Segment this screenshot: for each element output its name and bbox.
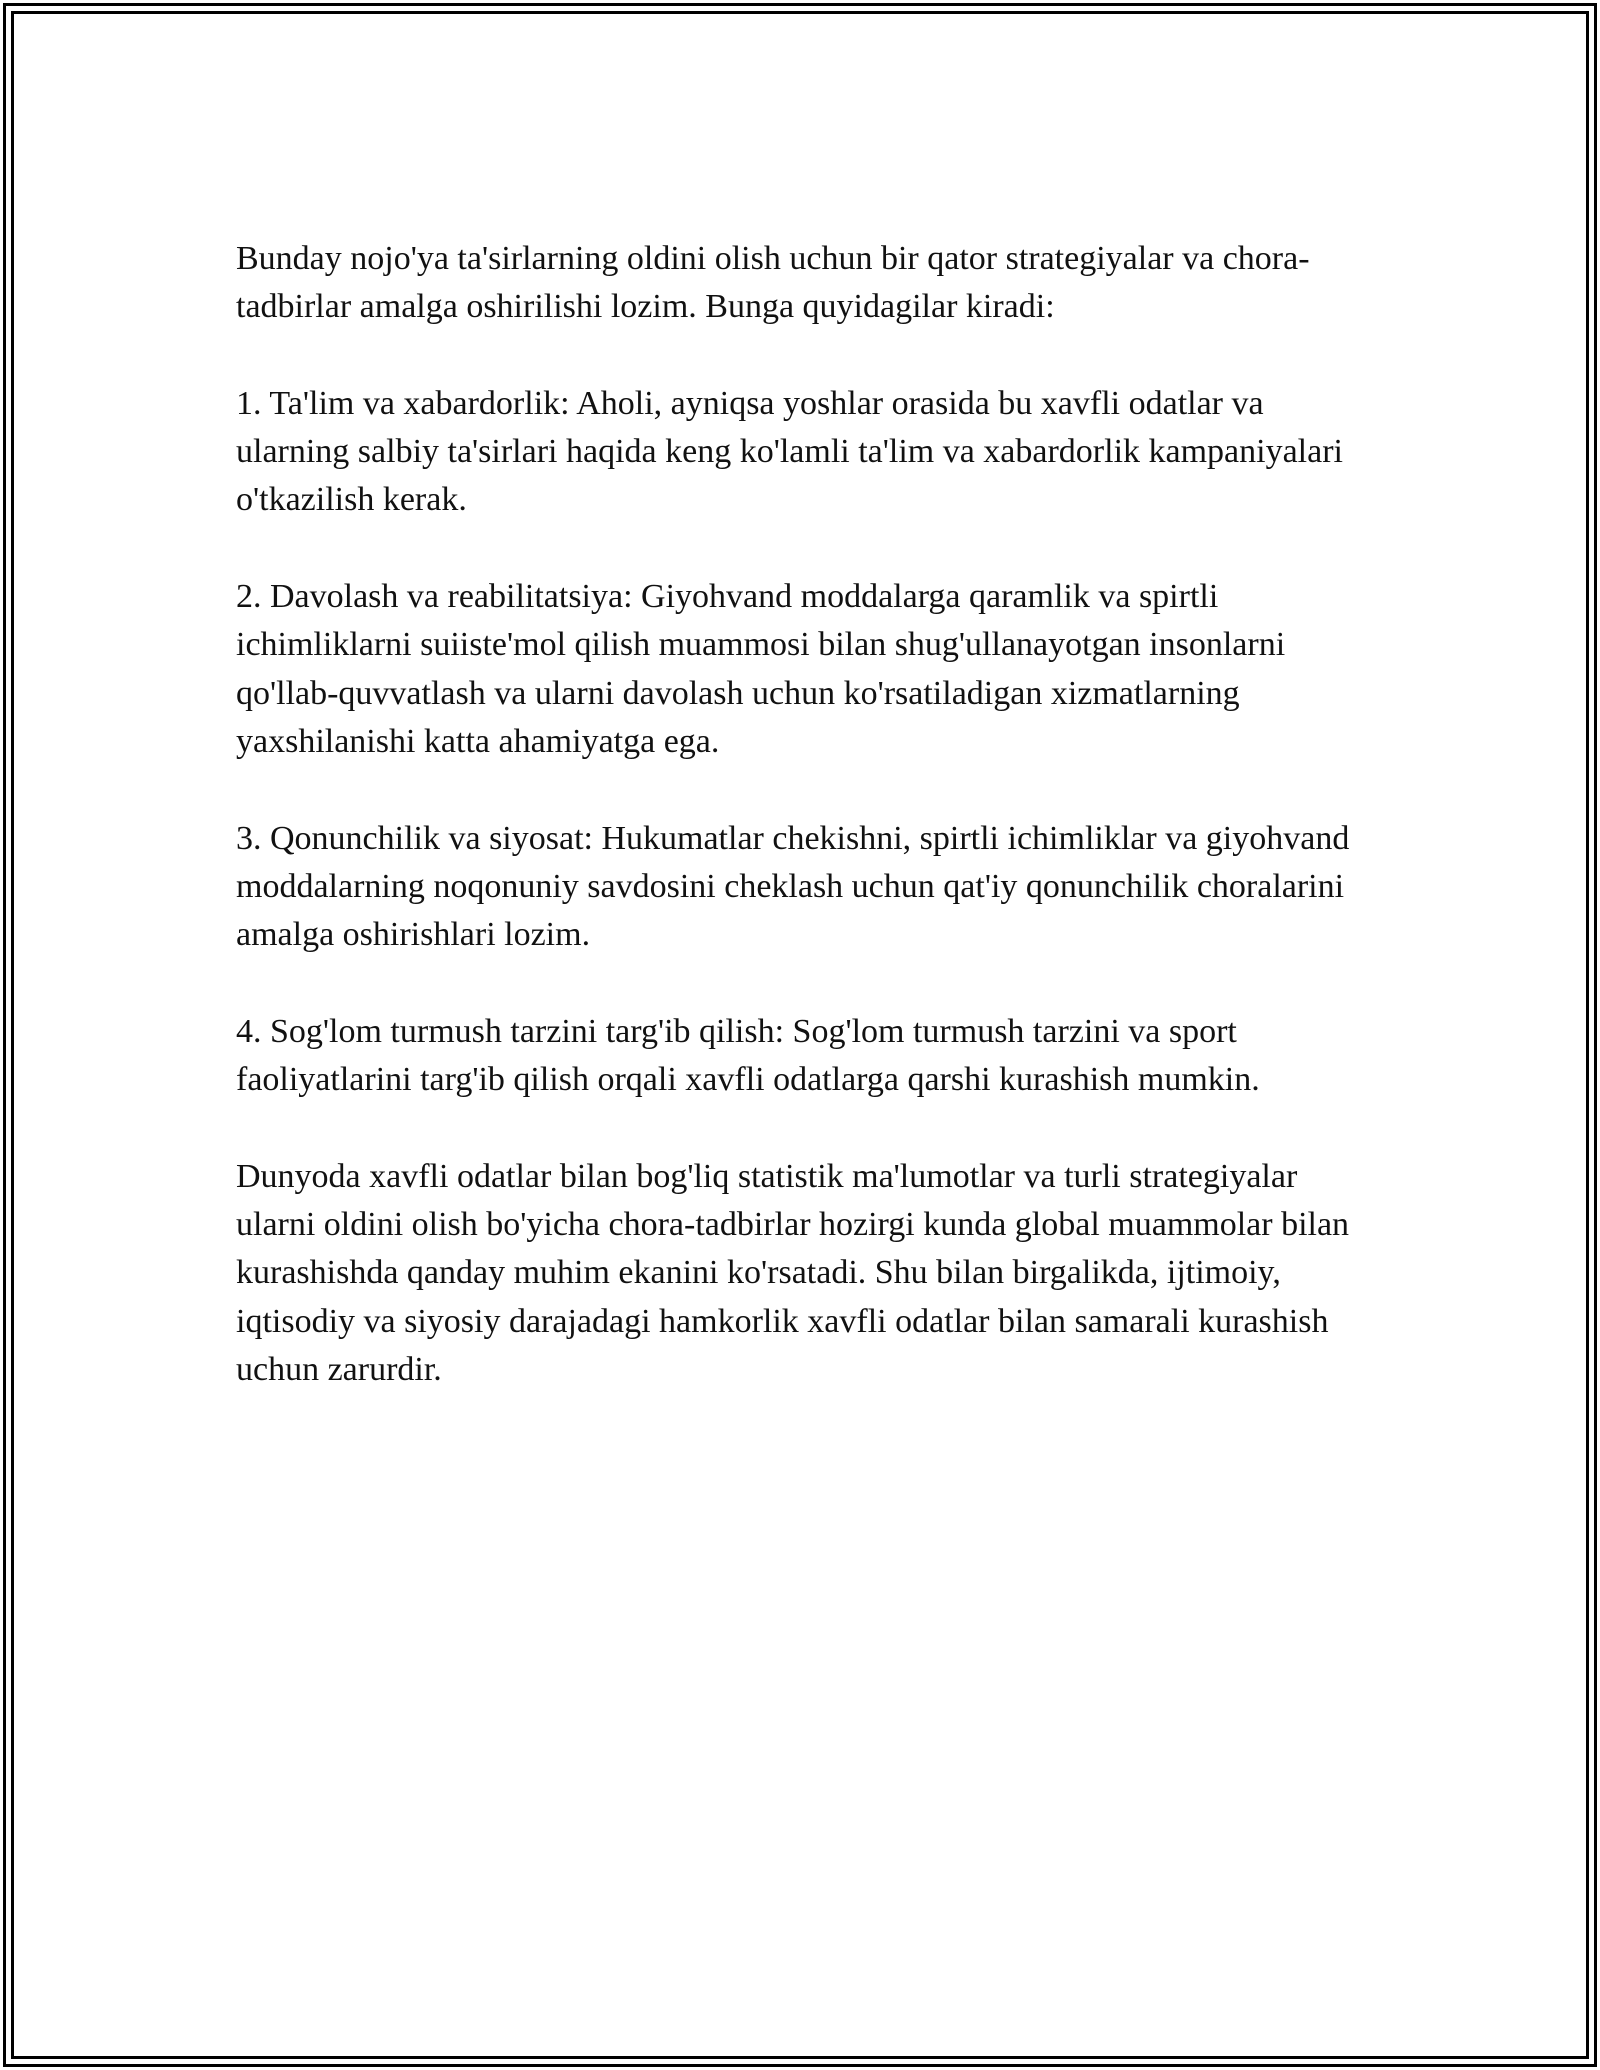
- conclusion-paragraph: Dunyoda xavfli odatlar bilan bog'liq statistik ma'lumotlar va turli strategiyalar ularni oldini olish bo'yicha chora-tadbirlar hozirgi kunda global muammolar bilan kurashishda qanday muhim ekanini ko'rsatadi. Shu bilan birgalikda, ijtimoiy, iqtisodiy va siyosiy darajadagi hamkorlik xavfli odatlar bilan samarali kurashish uchun zarurdir.: [236, 1157, 1350, 1388]
- list-item-education: 1. Ta'lim va xabardorlik: Aholi, ayniqsa yoshlar orasida bu xavfli odatlar va ularning salbiy ta'sirlari haqida keng ko'lamli ta'lim va xabardorlik kampaniyalari o'tkazilish kerak.: [236, 384, 1343, 519]
- list-item-legislation: 3. Qonunchilik va siyosat: Hukumatlar chekishni, spirtli ichimliklar va giyohvand moddalarning noqonuniy savdosini cheklash uchun qat'iy qonunchilik choralarini amalga oshirishlari lozim.: [236, 819, 1350, 954]
- document-body: [236, 235, 1371, 1394]
- intro-paragraph: Bunday nojo'ya ta'sirlarning oldini olish uchun bir qator strategiyalar va chora-tadbirlar amalga oshirilishi lozim. Bunga quyidagilar kiradi:: [236, 240, 1310, 326]
- list-item-healthy-lifestyle: 4. Sog'lom turmush tarzini targ'ib qilish: Sog'lom turmush tarzini va sport faoliyatlarini targ'ib qilish orqali xavfli odatlarga qarshi kurashish mumkin.: [236, 1012, 1260, 1099]
- list-item-treatment: 2. Davolash va reabilitatsiya: Giyohvand moddalarga qaramlik va spirtli ichimliklarni suiiste'mol qilish muammosi bilan shug'ullanayotgan insonlarni qo'llab-quvvatlash va ularni davolash uchun ko'rsatiladigan xizmatlarning yaxshilanishi katta ahamiyatga ega.: [236, 578, 1286, 760]
